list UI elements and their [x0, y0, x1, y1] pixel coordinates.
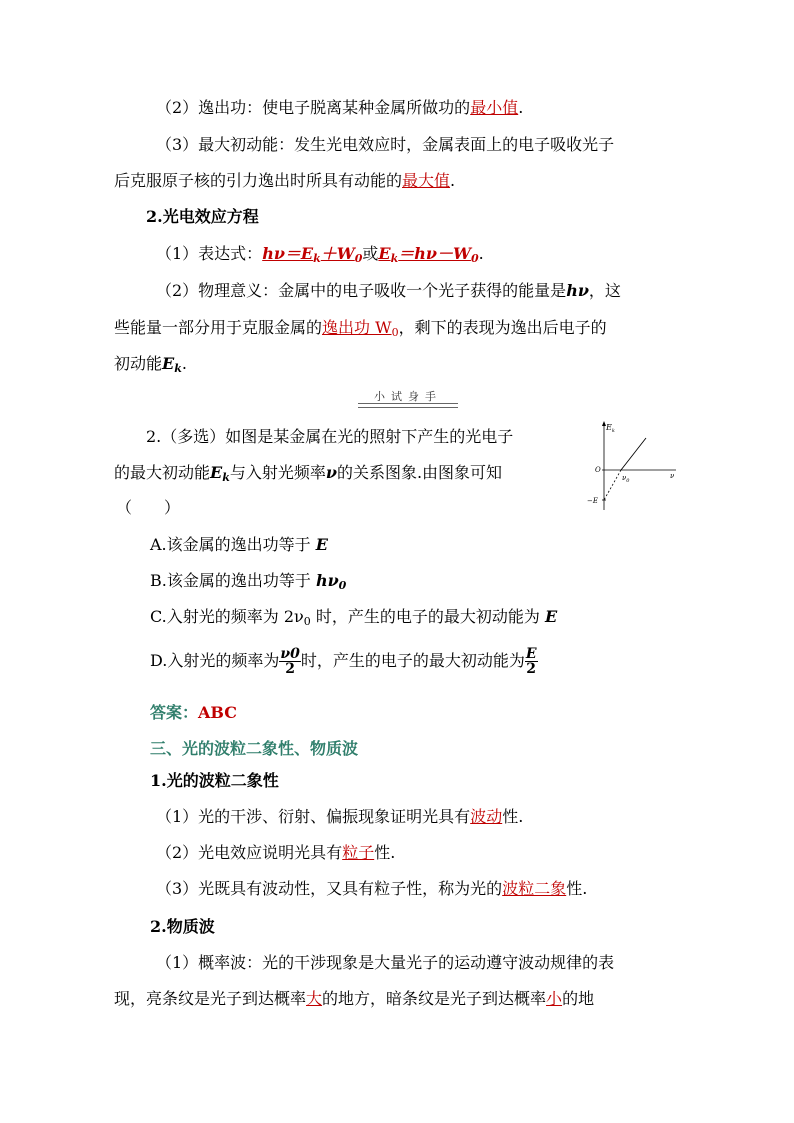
- question-2-line-2: 的最大初动能$E_k$与入射光频率ν的关系图象.由图象可知: [114, 463, 503, 484]
- option-a: A.该金属的逸出功等于 E: [150, 535, 328, 554]
- graph-origin-label: O: [595, 466, 601, 474]
- para-work-function: （2）逸出功：使电子脱离某种金属所做功的最小值.: [156, 98, 524, 117]
- graph-neg-e-label: −E: [587, 497, 598, 505]
- formula-1: $h\nu=E_k+W_0$: [262, 244, 363, 265]
- heading-matter-wave: 2.物质波: [150, 917, 215, 936]
- option-d: D.入射光的频率为 $\frac{\nu 0}{2}$ 时，产生的电子的最大初动能为 $\frac{E}{2}$: [150, 646, 537, 677]
- para-max-ke-1: （3）最大初动能：发生光电效应时，金属表面上的电子吸收光子: [156, 135, 615, 154]
- highlight-small: 小: [546, 989, 563, 1008]
- answer-label: 答案：: [150, 703, 199, 722]
- banner-rule: [358, 403, 458, 408]
- fraction-e-over-2: $\frac{E}{2}$: [525, 646, 537, 677]
- answer-value: ABC: [198, 703, 237, 722]
- answer: [150, 702, 237, 724]
- para-duality: （3）光既具有波动性，又具有粒子性，称为光的波粒二象性.: [156, 879, 588, 898]
- para-particle-evidence: （2）光电效应说明光具有粒子性.: [156, 843, 396, 862]
- graph-x-label: ν: [670, 472, 675, 480]
- para-probability-wave-2: 现，亮条纹是光子到达概率大的地方，暗条纹是光子到达概率小的地: [114, 989, 595, 1008]
- section-heading-wave-particle: 三、光的波粒二象性、物质波: [150, 739, 359, 758]
- para-meaning-2: 些能量一部分用于克服金属的逸出功 $W_0$，剩下的表现为逸出后电子的: [114, 318, 607, 339]
- graph-nu0-label: $\nu_0$: [622, 474, 630, 484]
- practice-banner: 小试身手: [358, 388, 458, 410]
- highlight-large: 大: [306, 989, 323, 1008]
- option-b: B.该金属的逸出功等于 $h\nu_0$: [150, 571, 347, 592]
- heading-photoelectric-equation: 2.光电效应方程: [146, 207, 259, 226]
- ek-vs-frequency-graph: [584, 418, 684, 514]
- formula-2: $E_k=h\nu-W_0$: [378, 244, 479, 265]
- para-probability-wave-1: （1）概率波：光的干涉现象是大量光子的运动遵守波动规律的表: [156, 953, 615, 972]
- option-c: C.入射光的频率为 $2\nu_0$ 时，产生的电子的最大初动能为 E: [150, 607, 558, 628]
- graph-y-label: $E_k$: [606, 423, 615, 434]
- para-meaning-1: （2）物理意义：金属中的电子吸收一个光子获得的能量是hν，这: [156, 281, 621, 300]
- fraction-nu0-over-2: $\frac{\nu 0}{2}$: [280, 646, 300, 677]
- highlight-work-function: 逸出功 $W_0$: [322, 318, 399, 339]
- highlight-particle: 粒子: [342, 843, 375, 862]
- question-2-blank: （ ）: [116, 498, 181, 517]
- highlight-max-value: 最大值: [402, 171, 451, 190]
- para-meaning-3: 初动能$E_k$.: [114, 354, 187, 375]
- para-wave-evidence: （1）光的干涉、衍射、偏振现象证明光具有波动性.: [156, 807, 524, 826]
- highlight-duality: 波粒二象: [502, 879, 567, 898]
- highlight-min-value: 最小值: [470, 98, 519, 117]
- question-2-line-1: 2.（多选）如图是某金属在光的照射下产生的光电子: [146, 427, 514, 446]
- heading-wave-particle-duality: 1.光的波粒二象性: [150, 771, 279, 790]
- para-max-ke-2: 后克服原子核的引力逸出时所具有动能的最大值.: [114, 171, 456, 190]
- highlight-wave: 波动: [470, 807, 503, 826]
- para-expression: （1）表达式：$h\nu=E_k+W_0$或$E_k=h\nu-W_0$.: [156, 244, 484, 265]
